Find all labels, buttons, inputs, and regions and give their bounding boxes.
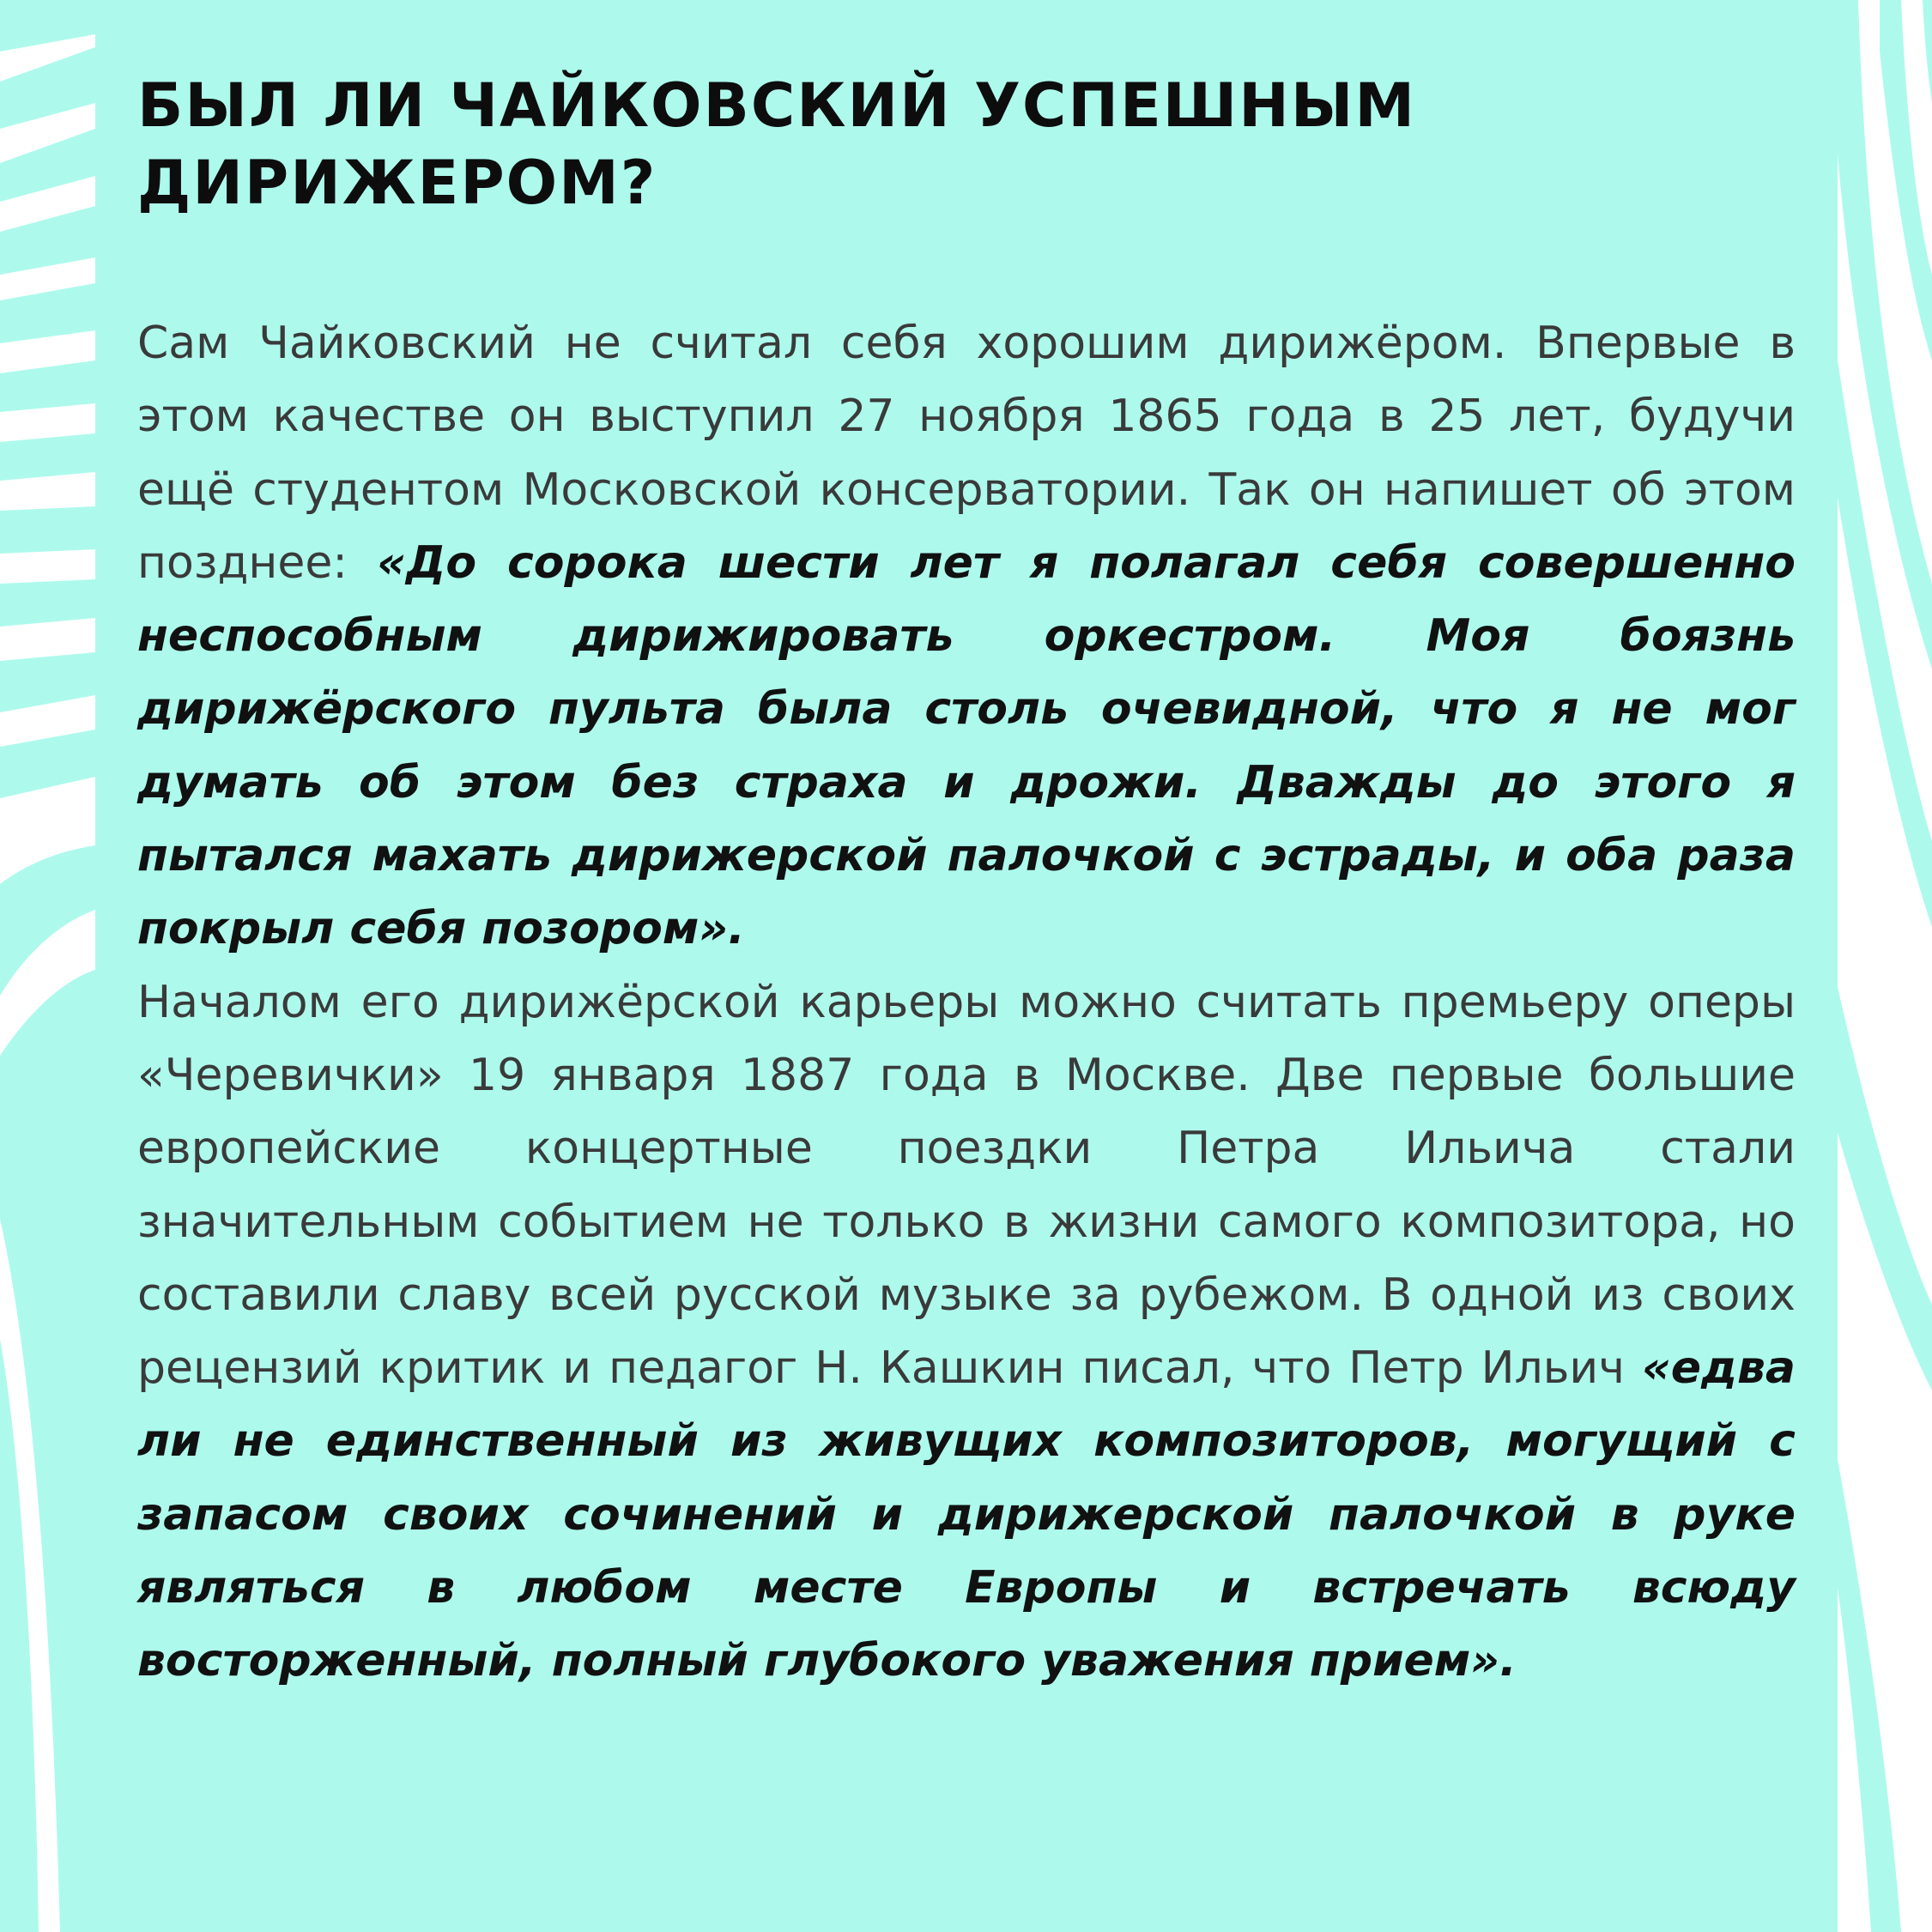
article (137, 67, 1796, 1699)
paragraph-2 (137, 966, 1796, 1699)
paragraph-1-quote: «До сорока шести лет я полагал себя совершенно неспособным дирижировать оркестром. Моя боязнь дирижёрского пульта была столь очевидной, что я не мог думать об этом без страха и дрожи. Дважды до этого я пытался махать дирижерской палочкой с эстрады, и оба раза покрыл себя позором». (137, 536, 1796, 955)
page-title (137, 67, 1796, 221)
article-body (137, 307, 1796, 1699)
paragraph-1 (137, 307, 1796, 966)
paragraph-1-text: Сам Чайковский не считал себя хорошим дирижёром. Впервые в этом качестве он выступил 27 ноября 1865 года в 25 лет, будучи ещё студентом Московской консерватории. Так он напишет об этом позднее: (137, 318, 1796, 589)
left-stripes (0, 0, 95, 1932)
title-line-1: БЫЛ ЛИ ЧАЙКОВСКИЙ УСПЕШНЫМ (137, 70, 1417, 141)
title-line-2: ДИРИЖЕРОМ? (137, 148, 657, 218)
paragraph-2-text: Началом его дирижёрской карьеры можно считать премьеру оперы «Черевички» 19 января 1887 года в Москве. Две первые большие европейские концертные поездки Петра Ильича стали значительным событием не только в жизни самого композитора, но составили славу всей русской музыке за рубежом. В одной из своих рецензий критик и педагог Н. Кашкин писал, что Петр Ильич (137, 976, 1796, 1395)
paragraph-2-quote: «едва ли не единственный из живущих композиторов, могущий с запасом своих сочинений и дирижерской палочкой в руке являться в любом месте Европы и встречать всюду восторженный, полный глубокого уважения прием». (137, 1342, 1796, 1687)
right-stripes (1838, 0, 1932, 1932)
